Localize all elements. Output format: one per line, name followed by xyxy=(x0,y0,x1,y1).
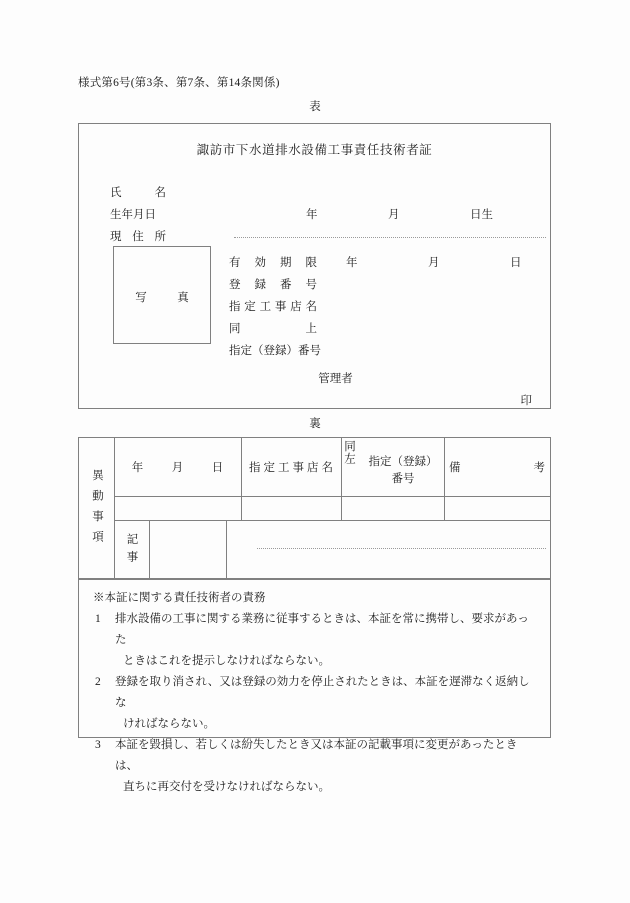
shop-char-4: 事 xyxy=(274,301,287,313)
back-side-marker: 裏 xyxy=(309,418,321,430)
administrator-label: 管理者 xyxy=(318,373,353,385)
date-header-day: 日 xyxy=(211,462,224,474)
note-text xyxy=(115,609,536,672)
shop-char-1: 指 xyxy=(229,301,241,313)
change-items-header xyxy=(79,438,114,578)
note-line-2: ときはこれを提示しなければならない。 xyxy=(123,655,330,667)
regno-char-1: 登 xyxy=(229,279,241,291)
shop-char-5: 店 xyxy=(290,301,302,313)
remark-header-right: 考 xyxy=(533,462,545,474)
note-number: 2 xyxy=(95,676,101,688)
photo-label xyxy=(114,289,210,305)
table-row-divider-2 xyxy=(114,520,550,521)
expiry-day-unit: 日 xyxy=(510,257,522,269)
record-entry-line xyxy=(257,548,546,549)
same-char-2: 上 xyxy=(305,323,317,335)
address-label-char-1: 現 xyxy=(110,231,122,243)
designation-number-text: 指定（登録）番号 xyxy=(229,345,321,357)
table-row-divider-1 xyxy=(114,496,550,497)
note-number: 3 xyxy=(95,739,101,751)
note-item xyxy=(93,735,536,798)
table-divider-5 xyxy=(149,520,150,578)
address-label xyxy=(110,228,166,244)
front-side-marker: 表 xyxy=(309,101,321,113)
note-text xyxy=(115,735,536,798)
designation-number-header-text xyxy=(363,454,443,488)
date-column-header xyxy=(114,438,241,496)
record-label-cell xyxy=(114,520,149,578)
birthdate-day-unit: 日生 xyxy=(470,209,493,221)
expiry-char-2: 効 xyxy=(254,257,266,269)
seal-label: 印 xyxy=(520,395,532,407)
notes-heading: ※本証に関する責任技術者の責務 xyxy=(93,592,266,604)
same-char-1: 同 xyxy=(229,323,241,335)
regno-char-2: 録 xyxy=(254,279,266,291)
card-title: 諏訪市下水道排水設備工事責任技術者証 xyxy=(196,143,433,157)
birthdate-label-text: 生年月日 xyxy=(110,209,156,221)
designation-number-label xyxy=(229,342,331,358)
shop-char-3: 工 xyxy=(259,301,272,313)
front-card xyxy=(78,123,551,409)
regno-char-3: 番 xyxy=(280,279,292,291)
regno-char-4: 号 xyxy=(305,279,317,291)
name-label-char-1: 氏 xyxy=(110,187,122,199)
address-entry-line xyxy=(234,237,546,238)
change-history-table xyxy=(78,437,551,579)
note-item xyxy=(93,609,536,672)
photo-placeholder-box xyxy=(113,246,211,344)
name-label xyxy=(110,184,166,200)
change-items-label: 異動事項 xyxy=(91,469,103,551)
photo-label-char-2: 真 xyxy=(177,292,189,304)
birthdate-field-row xyxy=(306,206,536,222)
date-header-year: 年 xyxy=(131,462,144,474)
note-item xyxy=(93,672,536,735)
note-line-1: 登録を取り消され、又は登録の効力を停止されたときは、本証を遅滞なく返納しな xyxy=(115,676,530,709)
note-number: 1 xyxy=(95,613,101,625)
expiry-field-row xyxy=(346,254,546,270)
shop-char-2: 定 xyxy=(244,301,256,313)
shop-name-column-header: 指定工事店名 xyxy=(249,462,336,474)
note-line-1: 本証を毀損し、若しくは紛失したとき又は本証の記載事項に変更があったときは、 xyxy=(115,739,518,772)
note-line-2: 直ちに再交付を受けなければならない。 xyxy=(123,781,330,793)
duties-notes-box xyxy=(78,579,551,793)
note-line-1: 排水設備の工事に関する業務に従事するときは、本証を常に携帯し、要求があった xyxy=(115,613,529,646)
expiry-char-4: 限 xyxy=(305,257,317,269)
registration-number-label xyxy=(229,276,317,292)
remark-header-left: 備 xyxy=(449,462,461,474)
birthdate-label xyxy=(110,206,166,222)
expiry-char-3: 期 xyxy=(280,257,292,269)
note-line-2: ければならない。 xyxy=(123,718,215,730)
designation-number-line-2: 番号 xyxy=(391,473,415,485)
expiry-label xyxy=(229,254,317,270)
record-label: 記事 xyxy=(125,533,138,568)
address-label-char-2: 住 xyxy=(132,231,144,243)
remark-column-header xyxy=(444,438,550,496)
designation-number-line-1: 指定（登録） xyxy=(368,456,438,468)
birthdate-month-unit: 月 xyxy=(388,209,400,221)
form-code-label: 様式第6号(第3条、第7条、第14条関係) xyxy=(78,77,280,89)
photo-label-char-1: 写 xyxy=(135,292,147,304)
name-label-char-2: 名 xyxy=(154,187,166,199)
table-divider-6 xyxy=(226,520,227,578)
expiry-year-unit: 年 xyxy=(346,257,358,269)
shop-char-6: 名 xyxy=(305,301,317,313)
same-left-label: 同左 xyxy=(343,440,355,465)
address-label-char-3: 所 xyxy=(154,231,166,243)
designation-number-column-header xyxy=(341,438,444,496)
note-text xyxy=(115,672,536,735)
birthdate-year-unit: 年 xyxy=(306,209,318,221)
expiry-char-1: 有 xyxy=(229,257,241,269)
same-as-above-label xyxy=(229,320,317,336)
date-header-month: 月 xyxy=(171,462,184,474)
expiry-month-unit: 月 xyxy=(428,257,440,269)
designated-shop-name-label xyxy=(229,298,317,314)
